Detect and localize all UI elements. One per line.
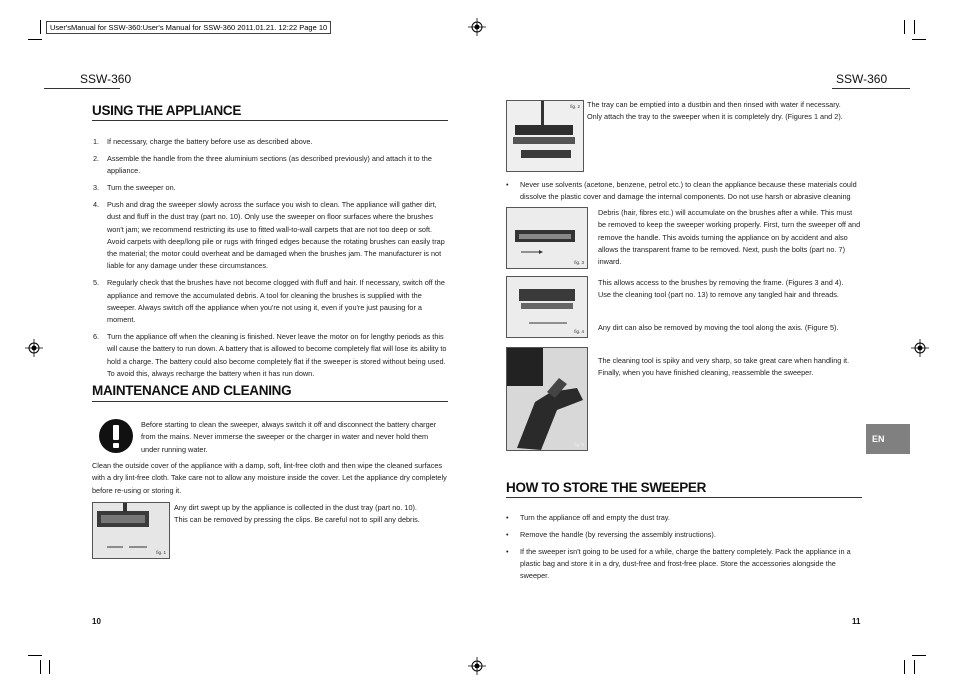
figure-1-caption-line: This can be removed by pressing the clips. Be careful not to spill any debris. xyxy=(174,515,420,525)
crop-mark xyxy=(904,660,905,674)
registration-mark-icon xyxy=(911,339,929,357)
step-item: 5. Regularly check that the brushes have not become clogged with fluff and hair. If necessary, switch off the appliance and remove the accumulated debris. A tool for cleaning the brushes is supplied with the sweeper. Always switch off the appliance when you're not using it, even if you're just pausing for a moment. xyxy=(93,278,445,325)
steps-list xyxy=(93,136,449,385)
figure-5-caption-line: The cleaning tool is spiky and very sharp, so take great care when handling it. xyxy=(598,356,850,365)
figure-1-caption-line: Any dirt swept up by the appliance is collected in the dust tray (part no. 10). xyxy=(174,503,417,512)
header-rule xyxy=(832,88,910,89)
page-number-right: 11 xyxy=(852,617,861,626)
figure-1-tag: fig. 1 xyxy=(156,550,166,555)
figure-4-caption xyxy=(598,277,862,302)
section-rule xyxy=(92,401,448,402)
section-title-storage: HOW TO STORE THE SWEEPER xyxy=(506,480,707,495)
left-header-model: SSW-360 xyxy=(80,72,132,86)
bullet-item: • If the sweeper isn't going to be used for a while, charge the battery completely. Pack the appliance in a plastic bag and store it in a dry, dust-free and frost-free place. Store the accessories alongside the sweeper. xyxy=(506,546,851,581)
figure-3-image xyxy=(506,207,588,269)
crop-mark xyxy=(914,660,915,674)
bullet-item: • Never use solvents (acetone, benzene, petrol etc.) to clean the appliance because these materials could dissolve the plastic cover and damage the internal components. Do not use harsh or abrasive cleaning xyxy=(506,180,857,202)
figure-4-image xyxy=(506,276,588,338)
figure-4-caption-extra: Any dirt can also be removed by moving the tool along the axis. (Figure 5). xyxy=(598,323,839,332)
step-item: 2. Assemble the handle from the three aluminium sections (as described previously) and attach it to the appliance. xyxy=(93,153,432,176)
bullet-item: • Remove the handle (by reversing the assembly instructions). xyxy=(506,529,716,539)
figure-5-caption-line: Finally, when you have finished cleaning, reassemble the sweeper. xyxy=(598,368,814,378)
crop-mark xyxy=(49,660,50,674)
crop-mark xyxy=(904,20,905,34)
warning-text: Before starting to clean the sweeper, always switch it off and disconnect the battery charger from the mains. Never immerse the sweeper or the charger in water and never hold them under running water. xyxy=(141,420,437,454)
right-header-model: SSW-360 xyxy=(836,72,888,86)
figure-1-caption xyxy=(174,502,448,527)
header-rule xyxy=(44,88,120,89)
registration-mark-icon xyxy=(468,657,486,675)
crop-mark xyxy=(912,39,926,40)
warning-icon xyxy=(99,419,133,453)
step-item: 3. Turn the sweeper on. xyxy=(93,183,176,193)
crop-mark xyxy=(40,660,41,674)
cleaning-text: Clean the outside cover of the appliance with a damp, soft, lint-free cloth and then wipe the cleaned surfaces with a dry lint-free cloth. Take care not to allow any moisture inside the cover. Let the appliance dry completely before re-using or storing it. xyxy=(92,461,447,495)
step-item: 6. Turn the appliance off when the cleaning is finished. Never leave the motor on for lengthy periods as this will cause the battery to run down. A battery that is allowed to become completely flat will lose its ability to hold a charge. The battery could also become completely flat if the sweeper is stored without being used. To avoid this, always recharge the battery when it has run down. xyxy=(93,332,447,379)
figure-4-tag: fig. 4 xyxy=(574,329,584,334)
print-slug: User'sManual for SSW-360:User's Manual for SSW-360 2011.01.21. 12:22 Page 10 xyxy=(46,21,331,34)
figure-5-caption xyxy=(598,355,862,380)
bullet-item: • Turn the appliance off and empty the dust tray. xyxy=(506,513,670,522)
figure-2-caption-line: The tray can be emptied into a dustbin and then rinsed with water if necessary. xyxy=(587,100,841,109)
figure-4-caption-line: This allows access to the brushes by removing the frame. (Figures 3 and 4). xyxy=(598,278,844,287)
section-rule xyxy=(92,120,448,121)
section-rule xyxy=(506,497,862,498)
step-item: 4. Push and drag the sweeper slowly across the surface you wish to clean. The appliance will gather dirt, dust and fluff in the dust tray (part no. 10). Only use the sweeper on floor surfaces where the brushes won't jam; we recommend restricting its use to fitted wall-to-wall carpets that are not too deep or soft. Avoid carpets with deep/long pile or rugs with fringed edges because the rotating brushes can easily trap the material; the motor could overheat and be damaged when the brushes jam. The manufacturer is not liable for any damage under these circumstances. xyxy=(93,199,445,271)
figure-3-tag: fig. 3 xyxy=(574,260,584,265)
crop-mark xyxy=(914,20,915,34)
step-item: 1. If necessary, charge the battery before use as described above. xyxy=(93,137,313,146)
storage-list xyxy=(506,512,866,587)
figure-2-image xyxy=(506,100,584,172)
crop-mark xyxy=(912,655,926,656)
figure-3-caption: Debris (hair, fibres etc.) will accumulate on the brushes after a while. This must be removed to keep the sweeper working properly. First, turn the sweeper off and remove the handle. This avoids turning the appliance on by accident and also allows the transparent frame to be removed. Next, push the bolts (part no. 7) inward. xyxy=(598,208,861,267)
registration-mark-icon xyxy=(468,18,486,36)
crop-mark xyxy=(40,20,41,34)
figure-4-caption-line: Use the cleaning tool (part no. 13) to remove any tangled hair and threads. xyxy=(598,290,839,300)
crop-mark xyxy=(28,655,42,656)
registration-mark-icon xyxy=(25,339,43,357)
figure-2-caption-line: Only attach the tray to the sweeper when it is completely dry. (Figures 1 and 2). xyxy=(587,112,843,122)
language-tab: EN xyxy=(866,424,910,454)
crop-mark xyxy=(28,39,42,40)
figure-5-image xyxy=(506,347,588,451)
figure-2-caption xyxy=(587,99,887,124)
section-title-maintenance: MAINTENANCE AND CLEANING xyxy=(92,383,292,398)
figure-5-tag: fig. 5 xyxy=(574,442,584,447)
figure-1-image xyxy=(92,502,170,559)
page-number-left: 10 xyxy=(92,617,101,626)
figure-2-tag: fig. 2 xyxy=(570,104,580,109)
section-title-using: USING THE APPLIANCE xyxy=(92,103,242,118)
